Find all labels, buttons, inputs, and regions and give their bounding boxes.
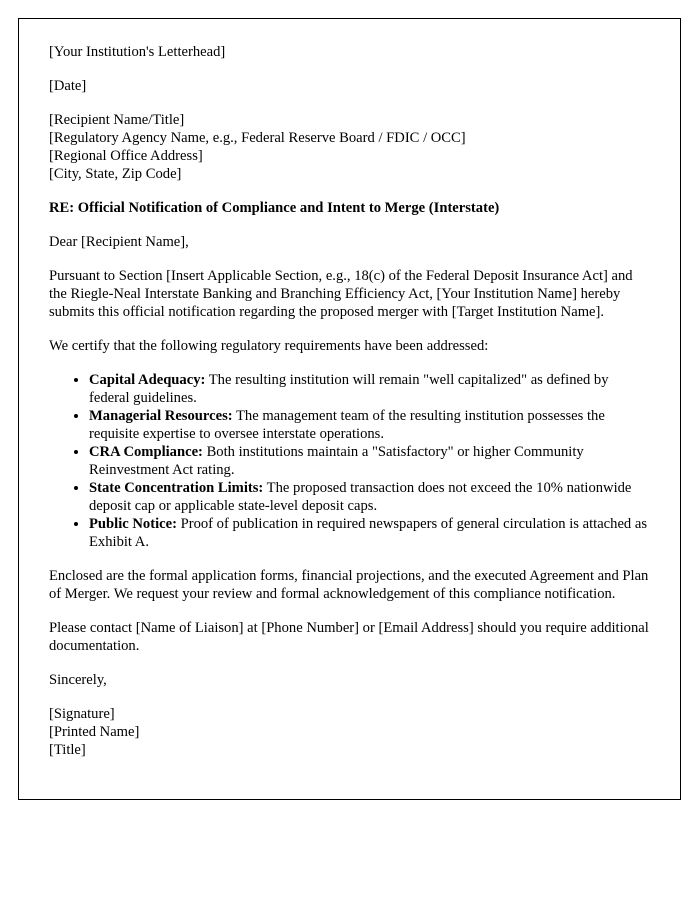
bullet-label: Capital Adequacy: (89, 372, 206, 388)
list-item-public-notice (89, 515, 650, 551)
recipient-office-address: [Regional Office Address] (49, 148, 203, 164)
recipient-name-title: [Recipient Name/Title] (49, 112, 185, 128)
list-item-managerial-resources (89, 407, 650, 443)
certification-lead-paragraph: We certify that the following regulatory requirements have been addressed: (49, 338, 489, 354)
list-item-cra-compliance (89, 443, 650, 479)
bullet-text: Proof of publication in required newspapers of general circulation is attached as Exhibit A. (89, 516, 648, 550)
requirements-list (49, 371, 650, 551)
bullet-label: Managerial Resources: (89, 408, 233, 424)
bullet-text: The resulting institution will remain "well capitalized" as defined by federal guidelines. (89, 372, 609, 406)
recipient-city-state-zip: [City, State, Zip Code] (49, 166, 182, 182)
bullet-label: Public Notice: (89, 516, 177, 532)
recipient-address-block (49, 111, 650, 183)
bullet-text: The management team of the resulting institution possesses the requisite expertise to oversee interstate operations. (89, 408, 605, 442)
letterhead-placeholder: [Your Institution's Letterhead] (49, 44, 226, 60)
printed-name-placeholder: [Printed Name] (49, 724, 140, 740)
enclosed-paragraph: Enclosed are the formal application forms, financial projections, and the executed Agreement and Plan of Merger. We request your review and formal acknowledgement of this compliance notification. (49, 568, 649, 602)
list-item-capital-adequacy (89, 371, 650, 407)
salutation: Dear [Recipient Name], (49, 234, 189, 250)
intro-paragraph: Pursuant to Section [Insert Applicable Section, e.g., 18(c) of the Federal Deposit Insurance Act] and the Riegle-Neal Interstate Banking and Branching Efficiency Act, [Your Institution Name] hereby submits this official notification regarding the proposed merger with [Target Institution Name]. (49, 268, 633, 320)
closing: Sincerely, (49, 672, 107, 688)
letter-page (18, 18, 681, 800)
date-placeholder: [Date] (49, 78, 87, 94)
bullet-text: The proposed transaction does not exceed the 10% nationwide deposit cap or applicable state-level deposit caps. (89, 480, 632, 514)
contact-paragraph: Please contact [Name of Liaison] at [Phone Number] or [Email Address] should you require additional documentation. (49, 620, 649, 654)
list-item-state-concentration-limits (89, 479, 650, 515)
title-placeholder: [Title] (49, 742, 86, 758)
signature-placeholder: [Signature] (49, 706, 115, 722)
recipient-agency: [Regulatory Agency Name, e.g., Federal Reserve Board / FDIC / OCC] (49, 130, 466, 146)
subject-line: RE: Official Notification of Compliance and Intent to Merge (Interstate) (49, 200, 500, 216)
bullet-label: CRA Compliance: (89, 444, 203, 460)
bullet-text: Both institutions maintain a "Satisfactory" or higher Community Reinvestment Act rating. (89, 444, 584, 478)
bullet-label: State Concentration Limits: (89, 480, 264, 496)
signature-block (49, 705, 650, 759)
